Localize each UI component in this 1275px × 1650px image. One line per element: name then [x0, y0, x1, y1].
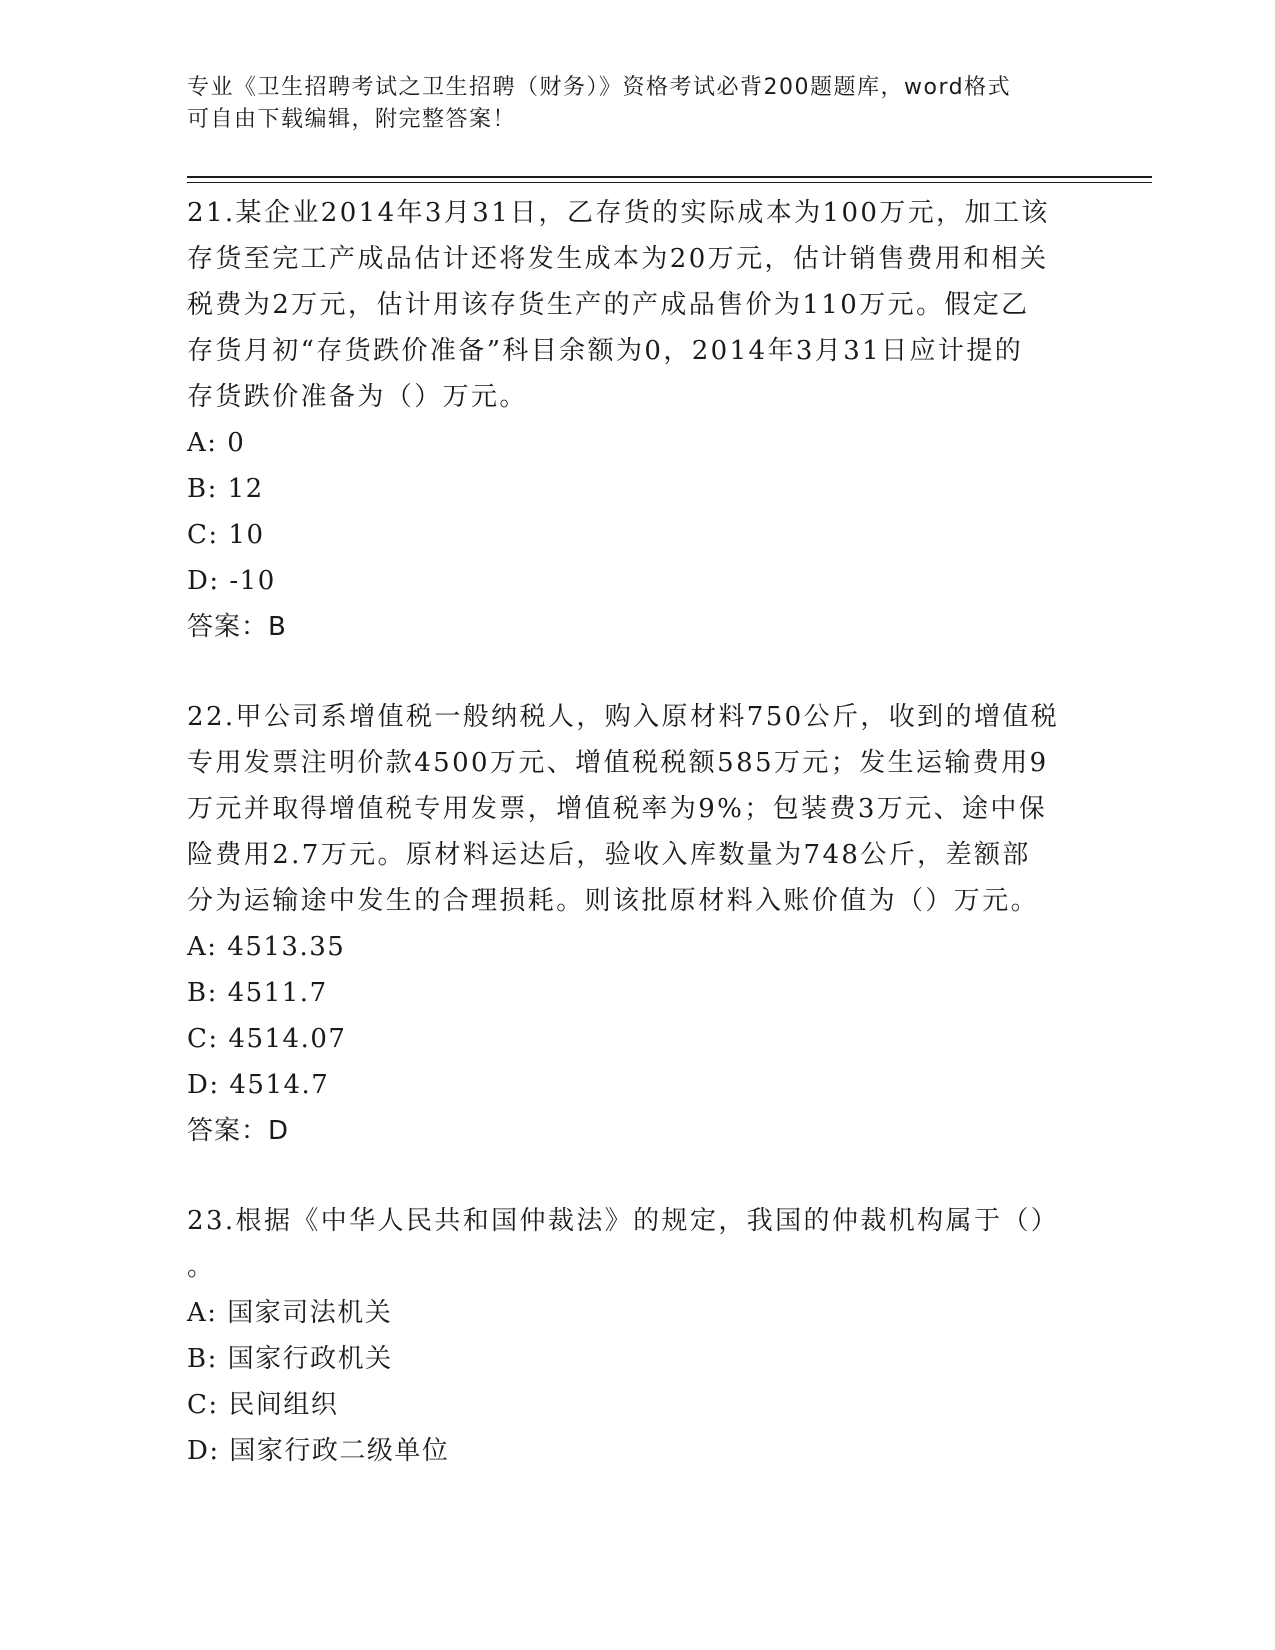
question-22-line-5: 分为运输途中发生的合理损耗。则该批原材料入账价值为（）万元。	[187, 886, 1040, 916]
question-22-line-2: 专用发票注明价款4500万元、增值税税额585万元；发生运输费用9	[187, 748, 1049, 778]
question-22-option-c: C: 4514.07	[187, 1024, 347, 1054]
question-22-line-1: 22.甲公司系增值税一般纳税人，购入原材料750公斤，收到的增值税	[187, 702, 1060, 732]
question-23-line-2: 。	[187, 1252, 216, 1282]
header-divider-thin	[187, 182, 1152, 183]
question-22-line-3: 万元并取得增值税专用发票，增值税率为9%；包装费3万元、途中保	[187, 794, 1048, 824]
question-23-line-1: 23.根据《中华人民共和国仲裁法》的规定，我国的仲裁机构属于（）	[187, 1206, 1060, 1236]
document-header	[187, 72, 1067, 136]
question-22-line-4: 险费用2.7万元。原材料运达后，验收入库数量为748公斤，差额部	[187, 840, 1031, 870]
question-21-option-c: C: 10	[187, 520, 265, 550]
question-22	[187, 694, 1077, 1154]
question-21-option-b: B: 12	[187, 474, 264, 504]
question-21-line-1: 21.某企业2014年3月31日，乙存货的实际成本为100万元，加工该	[187, 198, 1050, 228]
question-21	[187, 190, 1077, 650]
question-22-answer: 答案：D	[187, 1116, 290, 1146]
question-21-line-2: 存货至完工产成品估计还将发生成本为20万元，估计销售费用和相关	[187, 244, 1049, 274]
question-23	[187, 1198, 1077, 1474]
question-23-option-b: B: 国家行政机关	[187, 1344, 393, 1374]
question-22-option-d: D: 4514.7	[187, 1070, 330, 1100]
question-21-answer: 答案：B	[187, 612, 287, 642]
question-21-option-a: A: 0	[187, 428, 246, 458]
header-divider-thick	[187, 176, 1152, 178]
question-21-option-d: D: -10	[187, 566, 276, 596]
question-23-option-c: C: 民间组织	[187, 1390, 339, 1420]
header-line-2: 可自由下载编辑，附完整答案！	[187, 107, 517, 132]
question-23-option-a: A: 国家司法机关	[187, 1298, 393, 1328]
question-spacer	[187, 1154, 1077, 1198]
question-22-option-b: B: 4511.7	[187, 978, 328, 1008]
question-spacer	[187, 650, 1077, 694]
question-list	[187, 190, 1077, 1474]
question-22-option-a: A: 4513.35	[187, 932, 346, 962]
header-line-1: 专业《卫生招聘考试之卫生招聘（财务）》资格考试必背200题题库，word格式	[187, 75, 1012, 100]
question-21-line-5: 存货跌价准备为（）万元。	[187, 382, 528, 412]
question-21-line-3: 税费为2万元，估计用该存货生产的产成品售价为110万元。假定乙	[187, 290, 1030, 320]
question-21-line-4: 存货月初“存货跌价准备”科目余额为0，2014年3月31日应计提的	[187, 336, 1024, 366]
question-23-option-d: D: 国家行政二级单位	[187, 1436, 450, 1466]
